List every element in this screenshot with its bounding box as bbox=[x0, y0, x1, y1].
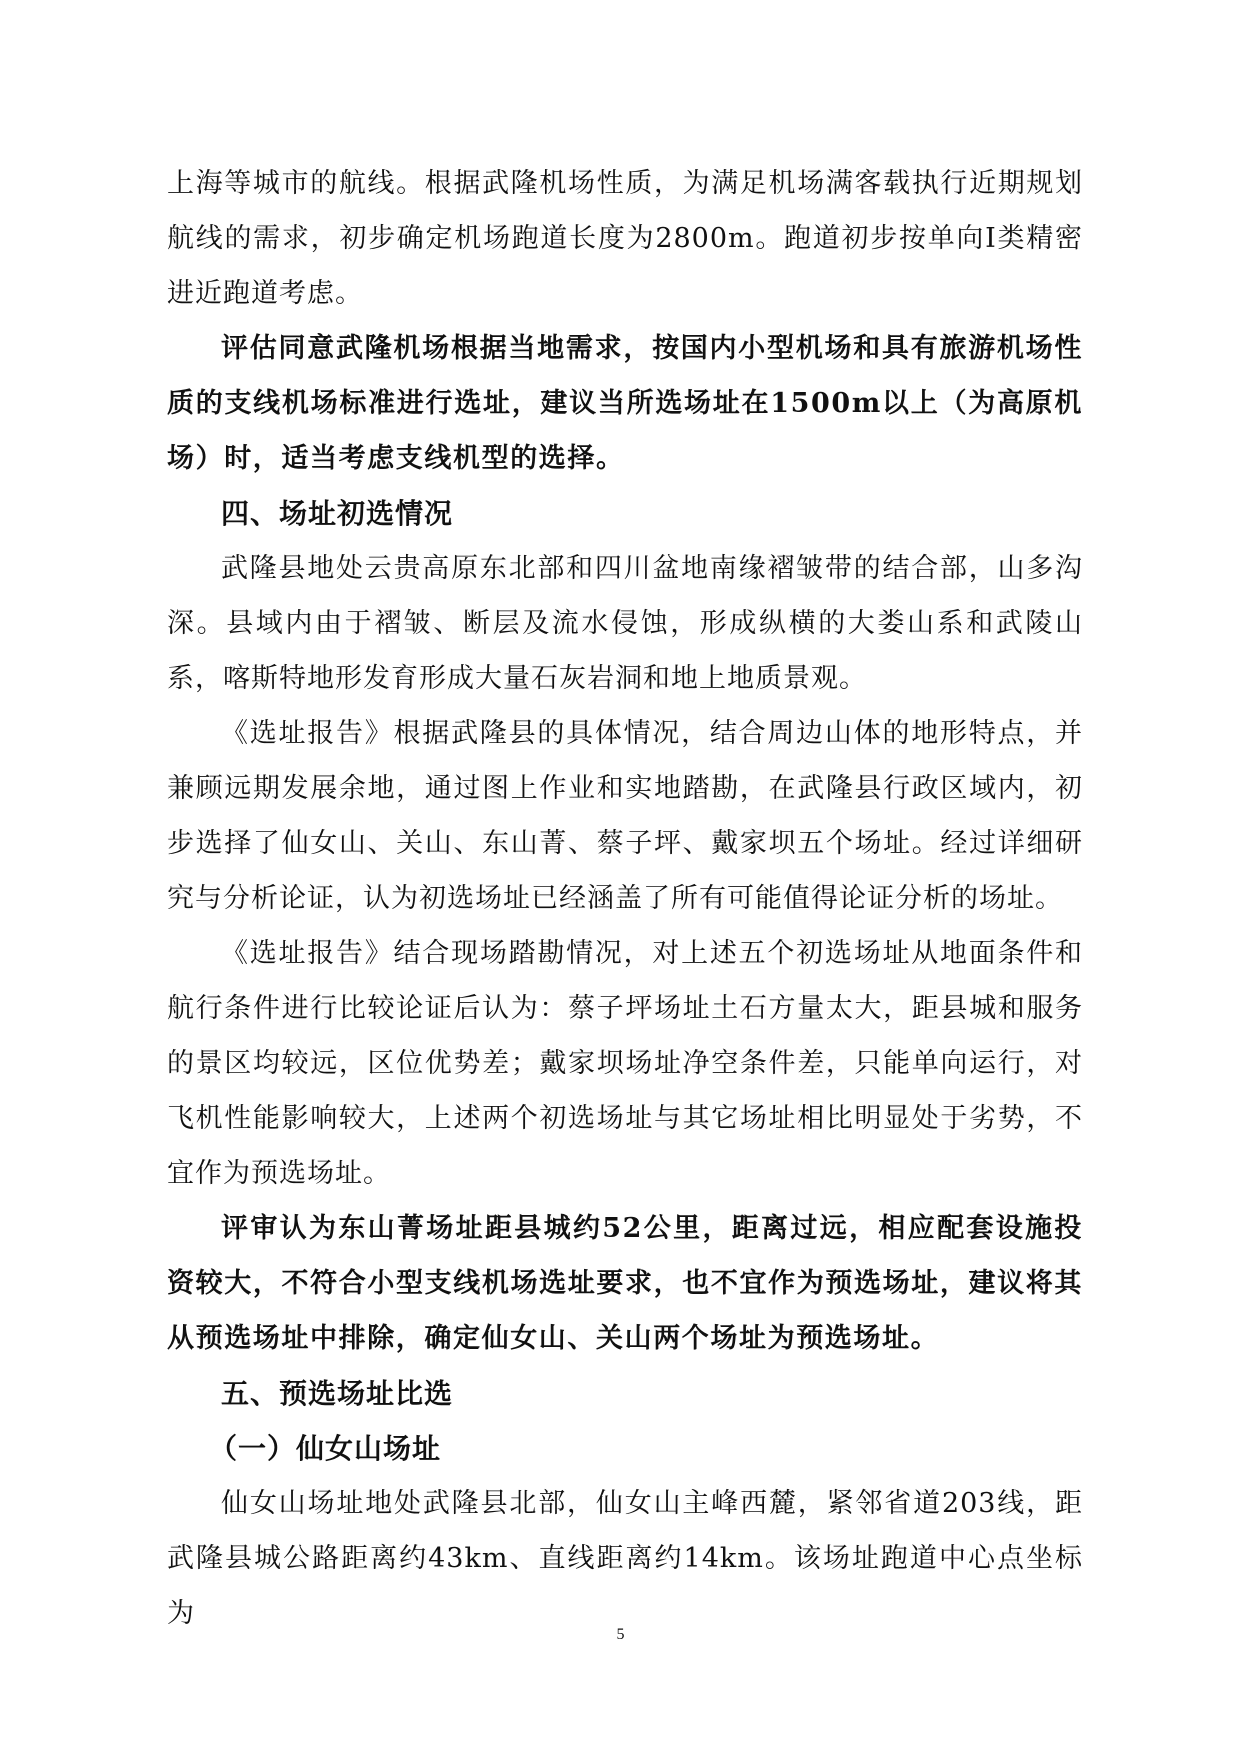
section-heading-site-preselection: 四、场址初选情况 bbox=[221, 497, 454, 530]
paragraph-runway-length: 上海等城市的航线。根据武隆机场性质，为满足机场满客载执行近期规划航线的需求，初步确定机场跑道长度为2800m。跑道初步按单向Ⅰ类精密进近跑道考虑。 bbox=[167, 168, 1083, 309]
paragraph-terrain: 武隆县地处云贵高原东北部和四川盆地南缘褶皱带的结合部，山多沟深。县域内由于褶皱、断层及流水侵蚀，形成纵横的大娄山系和武陵山系，喀斯特地形发育形成大量石灰岩洞和地上地质景观。 bbox=[167, 553, 1083, 694]
paragraph-assessment-opinion: 评估同意武隆机场根据当地需求，按国内小型机场和具有旅游机场性质的支线机场标准进行选址，建议当所选场址在1500m以上（为高原机场）时，适当考虑支线机型的选择。 bbox=[167, 333, 1083, 474]
subsection-heading-xiannvshan: （一）仙女山场址 bbox=[209, 1432, 442, 1465]
page-number: 5 bbox=[616, 1626, 625, 1643]
document-body bbox=[167, 156, 1083, 1641]
paragraph-xiannvshan-location: 仙女山场址地处武隆县北部，仙女山主峰西麓，紧邻省道203线，距武隆县城公路距离约43km、直线距离约14km。该场址跑道中心点坐标为 bbox=[167, 1488, 1083, 1629]
paragraph-site-selection-report: 《选址报告》根据武隆县的具体情况，结合周边山体的地形特点，并兼顾远期发展余地，通过图上作业和实地踏勘，在武隆县行政区域内，初步选择了仙女山、关山、东山菁、蔡子坪、戴家坝五个场址。经过详细研究与分析论证，认为初选场址已经涵盖了所有可能值得论证分析的场址。 bbox=[167, 718, 1083, 914]
section-heading-preselected-comparison: 五、预选场址比选 bbox=[221, 1377, 454, 1410]
paragraph-site-comparison: 《选址报告》结合现场踏勘情况，对上述五个初选场址从地面条件和航行条件进行比较论证后认为：蔡子坪场址土石方量太大，距县城和服务的景区均较远，区位优势差；戴家坝场址净空条件差，只能单向运行，对飞机性能影响较大，上述两个初选场址与其它场址相比明显处于劣势，不宜作为预选场址。 bbox=[167, 938, 1083, 1189]
paragraph-review-opinion: 评审认为东山菁场址距县城约52公里，距离过远，相应配套设施投资较大，不符合小型支线机场选址要求，也不宜作为预选场址，建议将其从预选场址中排除，确定仙女山、关山两个场址为预选场址。 bbox=[167, 1213, 1083, 1354]
